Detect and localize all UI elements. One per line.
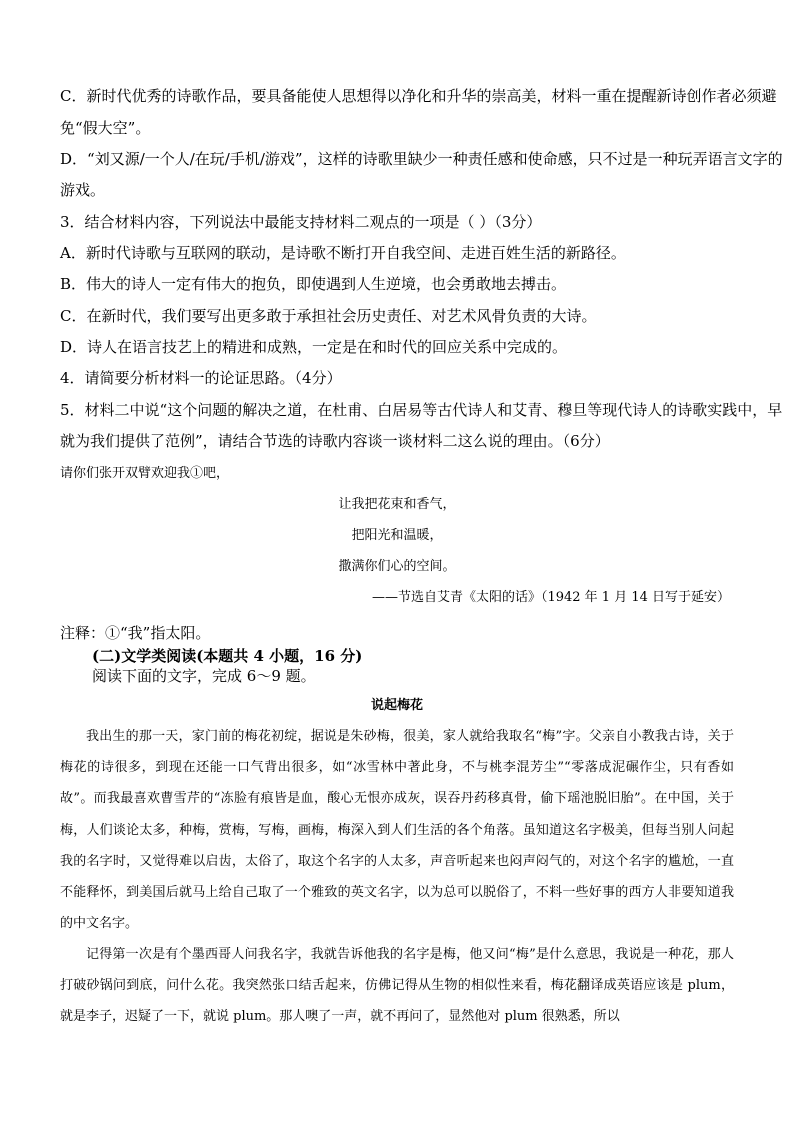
question-3-option-d: D．诗人在语言技艺上的精进和成熟，一定是在和时代的回应关系中完成的。	[60, 338, 568, 356]
option-d-q2-line2: 游戏。	[60, 181, 106, 199]
section-heading: (二)文学类阅读(本题共 4 小题，16 分)	[92, 647, 363, 665]
question-5-line2: 就为我们提供了范例”，请结合节选的诗歌内容谈一谈材料二这么说的理由。（6分）	[60, 432, 610, 450]
question-3-option-a: A．新时代诗歌与互联网的联动，是诗歌不断打开自我空间、走进百姓生活的新路径。	[60, 244, 626, 262]
article-paragraph-1: 我出生的那一天，家门前的梅花初绽，据说是朱砂梅，很美，家人就给我取名“梅”字。父亲自小教我古诗，关于梅花的诗很多，到现在还能一口气背出很多，如“冰雪林中著此身，不与桃李混芳尘”“零落成泥碾作尘，只有香如故”。而我最喜欢曹雪芹的“冻脸有痕皆是血，酸心无恨亦成灰，误吞丹药移真骨，偷下瑶池脱旧胎”。在中国，关于梅，人们谈论太多，种梅，赏梅，写梅，画梅，梅深入到人们生活的各个角落。虽知道这名字极美，但每当别人问起我的名字时，又觉得难以启齿，太俗了，取这个名字的人太多，声音听起来也闷声闷气的，对这个名字的尴尬，一直不能释怀，到美国后就马上给自己取了一个雅致的英文名字，以为总可以脱俗了，不料一些好事的西方人非要知道我的中文名字。	[60, 729, 734, 932]
option-c-q2-line1: C．新时代优秀的诗歌作品，要具备能使人思想得以净化和升华的崇高美，材料一重在提醒新诗创作者必须避	[60, 87, 777, 105]
poem-line-3: 把阳光和温暖，	[351, 528, 443, 543]
question-4: 4．请简要分析材料一的论证思路。（4分）	[60, 369, 342, 387]
question-3-option-c: C．在新时代，我们要写出更多敢于承担社会历史责任、对艺术风骨负责的大诗。	[60, 307, 597, 325]
annotation-note: 注释：①“我”指太阳。	[60, 624, 211, 642]
question-3-option-b: B．伟大的诗人一定有伟大的抱负，即使遇到人生逆境，也会勇敢地去搏击。	[60, 275, 567, 293]
poem-line-2: 让我把花束和香气，	[338, 497, 456, 512]
poem-line-4: 撒满你们心的空间。	[338, 559, 456, 574]
article-title: 说起梅花	[370, 698, 423, 713]
option-d-q2-line1: D．“刘又源/一个人/在玩/手机/游戏”，这样的诗歌里缺少一种责任感和使命感，只不过是一种玩弄语言文字的	[60, 150, 783, 168]
poem-source: ——节选自艾青《太阳的话》（1942 年 1 月 14 日写于延安）	[371, 590, 730, 605]
poem-line-1: 请你们张开双臂欢迎我①吧，	[60, 466, 230, 481]
article-paragraph-2: 记得第一次是有个墨西哥人问我名字，我就告诉他我的名字是梅，他又问“梅”是什么意思，我说是一种花，那人打破砂锅问到底，问什么花。我突然张口结舌起来，仿佛记得从生物的相似性来看，梅花翻译成英语应该是 plum，就是李子，迟疑了一下，就说 plum。那人噢了一声，就不再问了，显然他对 plum 很熟悉，所以	[60, 947, 734, 1025]
question-5-line1: 5．材料二中说“这个问题的解决之道，在杜甫、白居易等古代诗人和艾青、穆旦等现代诗人的诗歌实践中，早	[60, 401, 783, 419]
section-instruction: 阅读下面的文字，完成 6～9 题。	[92, 667, 316, 685]
question-3-stem: 3．结合材料内容，下列说法中最能支持材料二观点的一项是（ ）（3分）	[60, 213, 542, 231]
option-c-q2-line2: 免“假大空”。	[60, 119, 151, 137]
